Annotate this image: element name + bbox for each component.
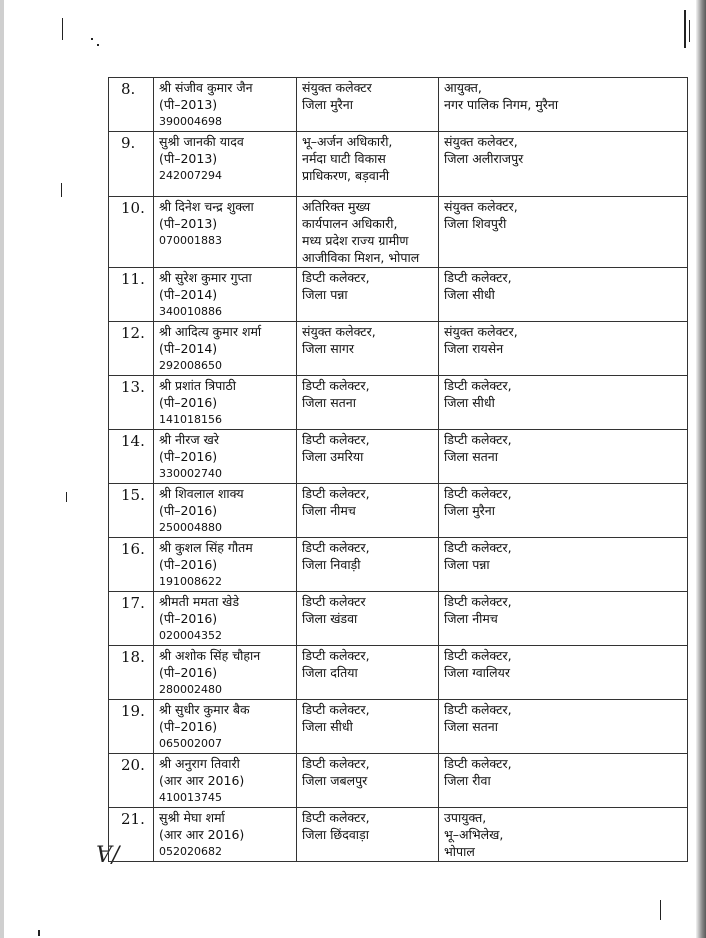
current-posting-cell: [297, 322, 439, 376]
new-posting-cell: [439, 430, 688, 484]
new-posting-line: संयुक्त कलेक्टर,: [444, 134, 518, 149]
officer-cell: [154, 484, 297, 538]
officer-cell: [154, 322, 297, 376]
new-posting-cell: [439, 484, 688, 538]
current-posting-line: डिप्टी कलेक्टर,: [302, 648, 370, 663]
scan-mark: [660, 900, 661, 920]
officer-cell: [154, 538, 297, 592]
serial-number: 19.: [109, 700, 154, 754]
new-posting-cell: [439, 78, 688, 132]
new-posting-cell: [439, 592, 688, 646]
new-posting-line: जिला रीवा: [444, 773, 491, 788]
officer-code: 070001883: [159, 234, 222, 247]
officer-cell: [154, 376, 297, 430]
current-posting-line: डिप्टी कलेक्टर,: [302, 486, 370, 501]
serial-number: 20.: [109, 754, 154, 808]
handwritten-initial: Ɐ/: [96, 843, 120, 868]
serial-number: 17.: [109, 592, 154, 646]
officer-code: 065002007: [159, 737, 222, 750]
new-posting-line: डिप्टी कलेक्टर,: [444, 486, 512, 501]
current-posting-line: मध्य प्रदेश राज्य ग्रामीण: [302, 233, 409, 248]
new-posting-line: जिला ग्वालियर: [444, 665, 510, 680]
officer-name: श्री अनुराग तिवारी: [159, 756, 240, 771]
officer-batch: (पी–2016): [159, 611, 218, 626]
scan-mark: [689, 20, 690, 42]
current-posting-line: भू–अर्जन अधिकारी,: [302, 134, 393, 149]
officer-name: श्री अशोक सिंह चौहान: [159, 648, 261, 663]
new-posting-line: जिला सीधी: [444, 287, 495, 302]
current-posting-line: जिला दतिया: [302, 665, 358, 680]
serial-number: 10.: [109, 197, 154, 268]
serial-number: 21.: [109, 808, 154, 862]
officer-batch: (पी–2014): [159, 287, 218, 302]
serial-number: 14.: [109, 430, 154, 484]
officer-cell: [154, 592, 297, 646]
new-posting-cell: [439, 132, 688, 197]
officer-code: 052020682: [159, 845, 222, 858]
officer-name: श्री नीरज खरे: [159, 432, 219, 447]
serial-number: 9.: [109, 132, 154, 197]
officer-batch: (पी–2014): [159, 341, 218, 356]
officer-name: श्री सुरेश कुमार गुप्ता: [159, 270, 252, 285]
serial-number: 13.: [109, 376, 154, 430]
officer-name: सुश्री जानकी यादव: [159, 134, 244, 149]
scan-mark: [61, 183, 62, 197]
table-row: [109, 430, 688, 484]
officer-batch: (आर आर 2016): [159, 773, 245, 788]
current-posting-line: डिप्टी कलेक्टर,: [302, 702, 370, 717]
officer-name: श्री आदित्य कुमार शर्मा: [159, 324, 262, 339]
scan-edge-left: [0, 0, 4, 938]
new-posting-line: आयुक्त,: [444, 80, 482, 95]
new-posting-line: उपायुक्त,: [444, 810, 487, 825]
current-posting-line: जिला जबलपुर: [302, 773, 368, 788]
new-posting-cell: [439, 322, 688, 376]
table-row: [109, 538, 688, 592]
current-posting-line: जिला पन्ना: [302, 287, 348, 302]
current-posting-cell: [297, 78, 439, 132]
officer-cell: [154, 78, 297, 132]
officer-code: 020004352: [159, 629, 222, 642]
new-posting-line: भू–अभिलेख,: [444, 827, 504, 842]
new-posting-line: जिला नीमच: [444, 611, 498, 626]
scan-mark: [684, 10, 686, 48]
serial-number: 16.: [109, 538, 154, 592]
officer-cell: [154, 700, 297, 754]
table-row: [109, 700, 688, 754]
current-posting-line: डिप्टी कलेक्टर,: [302, 432, 370, 447]
current-posting-line: आजीविका मिशन, भोपाल: [302, 250, 420, 265]
new-posting-line: डिप्टी कलेक्टर,: [444, 756, 512, 771]
officer-batch: (पी–2016): [159, 395, 218, 410]
table-row: [109, 322, 688, 376]
current-posting-line: डिप्टी कलेक्टर,: [302, 378, 370, 393]
officer-code: 340010886: [159, 305, 222, 318]
new-posting-line: नगर पालिक निगम, मुरैना: [444, 97, 559, 112]
officer-batch: (पी–2013): [159, 216, 218, 231]
new-posting-cell: [439, 268, 688, 322]
new-posting-cell: [439, 700, 688, 754]
new-posting-cell: [439, 646, 688, 700]
current-posting-line: जिला सतना: [302, 395, 356, 410]
officer-code: 141018156: [159, 413, 222, 426]
new-posting-line: संयुक्त कलेक्टर,: [444, 324, 518, 339]
officer-name: श्री सुधीर कुमार बैक: [159, 702, 250, 717]
officer-batch: (पी–2016): [159, 665, 218, 680]
serial-number: 18.: [109, 646, 154, 700]
table-row: [109, 592, 688, 646]
officer-code: 250004880: [159, 521, 222, 534]
serial-number: 11.: [109, 268, 154, 322]
scan-mark: [62, 18, 63, 40]
current-posting-cell: [297, 197, 439, 268]
current-posting-line: संयुक्त कलेक्टर,: [302, 324, 376, 339]
table-row: [109, 646, 688, 700]
current-posting-line: जिला निवाड़ी: [302, 557, 361, 572]
table-row: [109, 268, 688, 322]
officer-cell: [154, 430, 297, 484]
new-posting-cell: [439, 538, 688, 592]
new-posting-cell: [439, 754, 688, 808]
new-posting-line: डिप्टी कलेक्टर,: [444, 270, 512, 285]
table-row: [109, 197, 688, 268]
scan-mark: [91, 38, 93, 40]
new-posting-line: जिला अलीराजपुर: [444, 151, 524, 166]
officer-code: 410013745: [159, 791, 222, 804]
officer-batch: (पी–2016): [159, 503, 218, 518]
new-posting-line: डिप्टी कलेक्टर,: [444, 432, 512, 447]
table-row: [109, 132, 688, 197]
current-posting-cell: [297, 646, 439, 700]
officer-name: श्री दिनेश चन्द्र शुक्ला: [159, 199, 254, 214]
current-posting-line: जिला खंडवा: [302, 611, 358, 626]
table-row: [109, 808, 688, 862]
officer-name: श्रीमती ममता खेडे: [159, 594, 240, 609]
new-posting-line: डिप्टी कलेक्टर,: [444, 378, 512, 393]
current-posting-cell: [297, 376, 439, 430]
current-posting-cell: [297, 268, 439, 322]
new-posting-cell: [439, 376, 688, 430]
officer-batch: (पी–2016): [159, 557, 218, 572]
scan-mark: [66, 492, 67, 502]
officer-name: सुश्री मेघा शर्मा: [159, 810, 225, 825]
new-posting-line: जिला सतना: [444, 719, 498, 734]
current-posting-line: प्राधिकरण, बड़वानी: [302, 168, 390, 183]
current-posting-line: जिला सीधी: [302, 719, 353, 734]
officer-cell: [154, 808, 297, 862]
current-posting-line: डिप्टी कलेक्टर,: [302, 540, 370, 555]
new-posting-line: संयुक्त कलेक्टर,: [444, 199, 518, 214]
new-posting-line: जिला सीधी: [444, 395, 495, 410]
officer-cell: [154, 268, 297, 322]
new-posting-cell: [439, 808, 688, 862]
officer-batch: (पी–2016): [159, 449, 218, 464]
current-posting-cell: [297, 592, 439, 646]
table-row: [109, 484, 688, 538]
officer-batch: (पी–2016): [159, 719, 218, 734]
current-posting-line: जिला सागर: [302, 341, 355, 356]
current-posting-line: डिप्टी कलेक्टर: [302, 594, 366, 609]
new-posting-line: जिला पन्ना: [444, 557, 490, 572]
table-row: [109, 754, 688, 808]
officer-name: श्री शिवलाल शाक्य: [159, 486, 244, 501]
new-posting-line: डिप्टी कलेक्टर,: [444, 540, 512, 555]
transfer-table-body: [109, 78, 688, 862]
current-posting-line: जिला छिंदवाड़ा: [302, 827, 369, 842]
current-posting-cell: [297, 132, 439, 197]
current-posting-line: डिप्टी कलेक्टर,: [302, 810, 370, 825]
current-posting-cell: [297, 430, 439, 484]
new-posting-line: जिला मुरैना: [444, 503, 495, 518]
current-posting-line: डिप्टी कलेक्टर,: [302, 270, 370, 285]
new-posting-line: डिप्टी कलेक्टर,: [444, 648, 512, 663]
scan-mark: [38, 930, 40, 936]
current-posting-cell: [297, 538, 439, 592]
current-posting-cell: [297, 808, 439, 862]
officer-batch: (पी–2013): [159, 97, 218, 112]
officer-code: 242007294: [159, 169, 222, 182]
officer-name: श्री कुशल सिंह गौतम: [159, 540, 253, 555]
officer-code: 191008622: [159, 575, 222, 588]
current-posting-line: संयुक्त कलेक्टर: [302, 80, 372, 95]
officer-batch: (पी–2013): [159, 151, 218, 166]
current-posting-line: अतिरिक्त मुख्य: [302, 199, 371, 214]
officer-name: श्री संजीव कुमार जैन: [159, 80, 253, 95]
current-posting-line: जिला उमरिया: [302, 449, 364, 464]
new-posting-line: भोपाल: [444, 844, 475, 859]
table-row: [109, 78, 688, 132]
officer-cell: [154, 754, 297, 808]
current-posting-cell: [297, 700, 439, 754]
officer-code: 330002740: [159, 467, 222, 480]
new-posting-line: जिला शिवपुरी: [444, 216, 507, 231]
officer-code: 292008650: [159, 359, 222, 372]
serial-number: 8.: [109, 78, 154, 132]
officer-name: श्री प्रशांत त्रिपाठी: [159, 378, 236, 393]
officer-cell: [154, 646, 297, 700]
current-posting-cell: [297, 484, 439, 538]
new-posting-line: जिला सतना: [444, 449, 498, 464]
officer-code: 390004698: [159, 115, 222, 128]
officer-cell: [154, 197, 297, 268]
serial-number: 15.: [109, 484, 154, 538]
current-posting-line: जिला मुरैना: [302, 97, 353, 112]
current-posting-line: कार्यपालन अधिकारी,: [302, 216, 398, 231]
serial-number: 12.: [109, 322, 154, 376]
new-posting-line: डिप्टी कलेक्टर,: [444, 594, 512, 609]
officer-cell: [154, 132, 297, 197]
officer-batch: (आर आर 2016): [159, 827, 245, 842]
new-posting-line: डिप्टी कलेक्टर,: [444, 702, 512, 717]
new-posting-cell: [439, 197, 688, 268]
table-row: [109, 376, 688, 430]
officer-code: 280002480: [159, 683, 222, 696]
current-posting-line: जिला नीमच: [302, 503, 356, 518]
current-posting-line: नर्मदा घाटी विकास: [302, 151, 386, 166]
current-posting-line: डिप्टी कलेक्टर,: [302, 756, 370, 771]
current-posting-cell: [297, 754, 439, 808]
scan-edge-right: [696, 0, 706, 938]
scan-mark: [97, 44, 99, 46]
new-posting-line: जिला रायसेन: [444, 341, 504, 356]
transfer-table: [108, 77, 688, 862]
